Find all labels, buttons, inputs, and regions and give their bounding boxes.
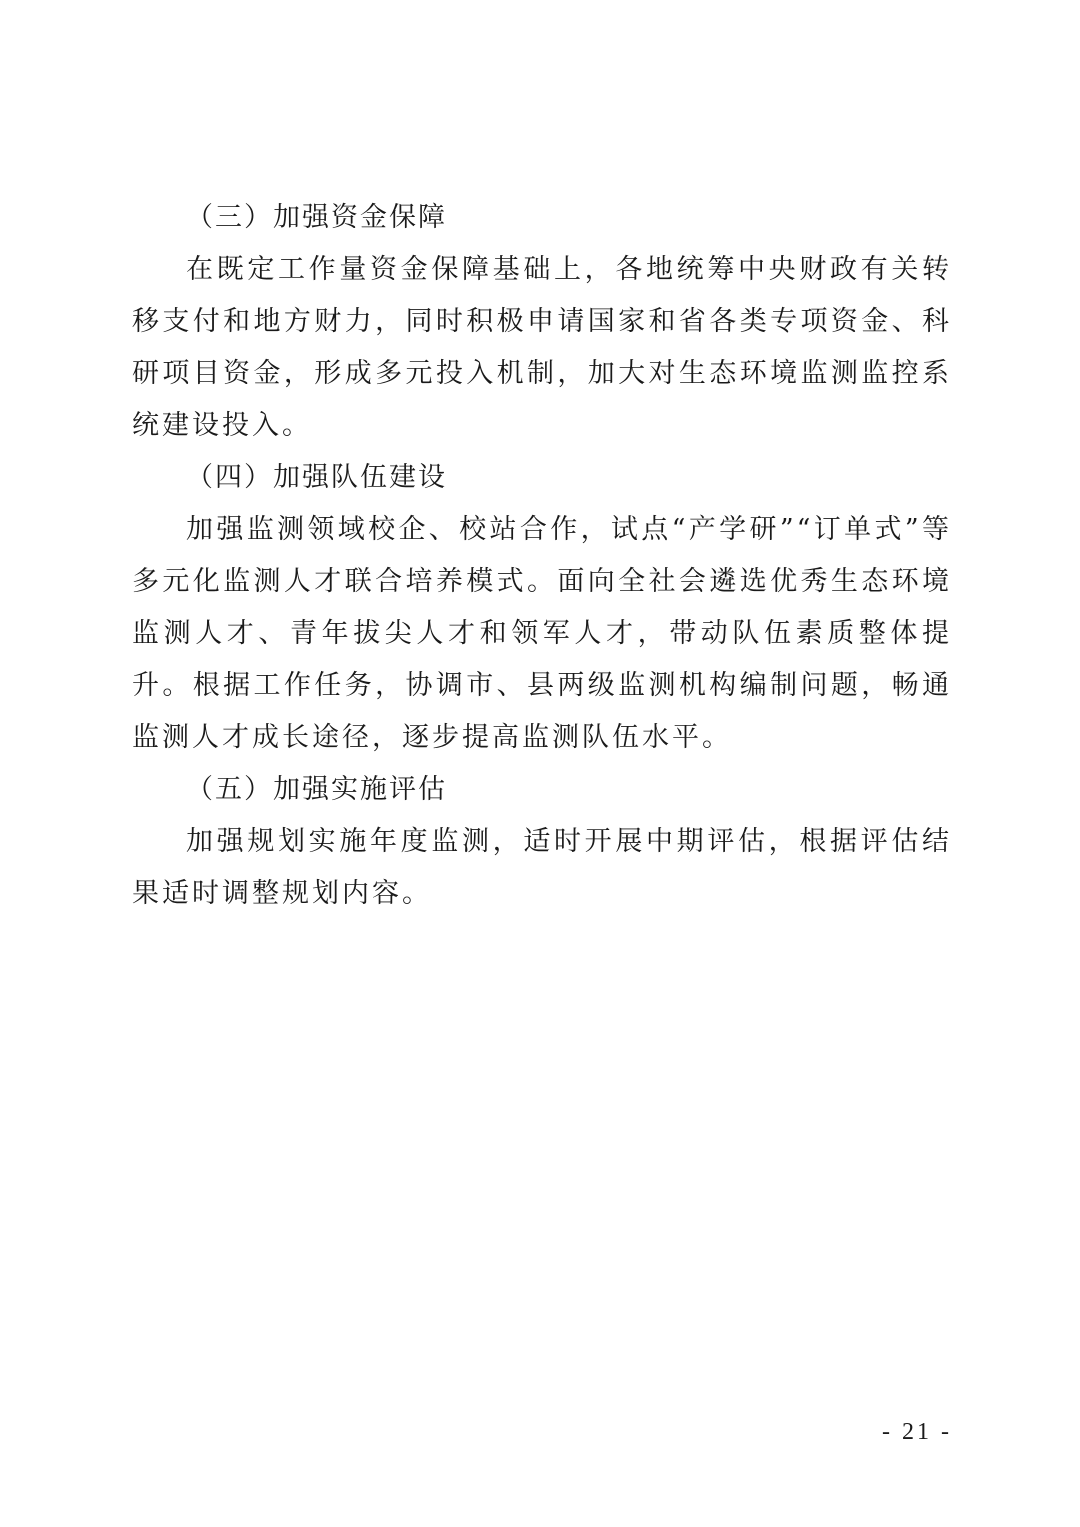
section-heading-funding: （三）加强资金保障 [186, 202, 447, 233]
page-number: - 21 - [882, 1419, 952, 1445]
section-paragraph-team: 加强监测领域校企、校站合作，试点“产学研”“订单式”等多元化监测人才联合培养模式。面向全社会遴选优秀生态环境监测人才、青年拔尖人才和领军人才，带动队伍素质整体提升。根据工作任务，协调市、县两级监测机构编制问题，畅通监测人才成长途径，逐步提高监测队伍水平。 [132, 514, 952, 753]
section-heading-evaluation: （五）加强实施评估 [186, 774, 447, 805]
section-paragraph-funding: 在既定工作量资金保障基础上，各地统筹中央财政有关转移支付和地方财力，同时积极申请国家和省各类专项资金、科研项目资金，形成多元投入机制，加大对生态环境监测监控系统建设投入。 [132, 254, 952, 441]
section-heading-team: （四）加强队伍建设 [186, 462, 447, 493]
document-body [132, 192, 952, 920]
section-paragraph-evaluation: 加强规划实施年度监测，适时开展中期评估，根据评估结果适时调整规划内容。 [132, 826, 952, 909]
